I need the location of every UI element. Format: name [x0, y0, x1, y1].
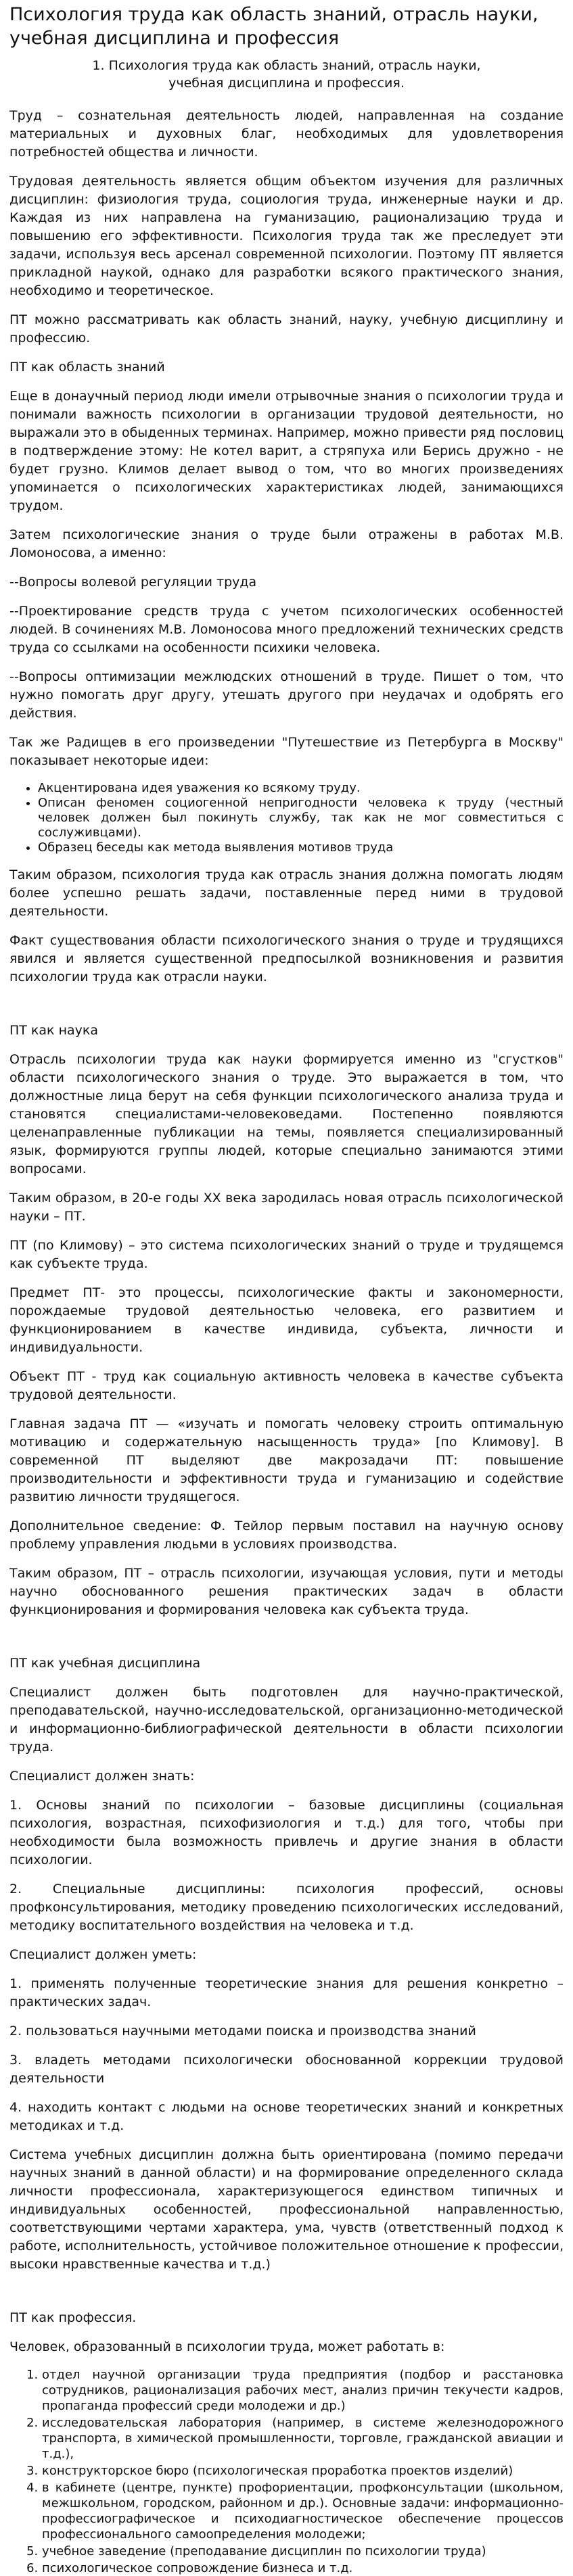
- paragraph: 1. применять полученные теоретические знания для решения конкретно – практических задач.: [9, 1976, 564, 2009]
- list-item: 3. конструкторское бюро (психологическая проработка проектов изделий): [42, 2463, 564, 2479]
- paragraph: 2. пользоваться научными методами поиска и производства знаний: [9, 2024, 476, 2038]
- paragraph: Факт существования области психологического знания о труде и трудящихся явился и является существенной предпосылкой возникновения и развития психологии труда как отрасли науки.: [9, 933, 564, 984]
- discipline-section: [9, 1654, 564, 2274]
- intro-section: [9, 107, 564, 348]
- paragraph: Труд – сознательная деятельность людей, направленная на создание материальных и духовных благ, необходимых для удовлетворения потребностей общества и личности.: [9, 108, 564, 160]
- paragraph: Специалист должен уметь:: [9, 1947, 197, 1962]
- paragraph: 2. Специальные дисциплины: психология профессий, основы профконсультирования, методику проведению психологических исследований, методику воспитательного воздействия на человека и т.д.: [9, 1882, 564, 1933]
- paragraph: Так же Радищев в его произведении "Путешествие из Петербурга в Москву" показывает некоторые идеи:: [9, 735, 564, 768]
- paragraph: Затем психологические знания о труде были отражены в работах М.В. Ломоносова, а именно:: [9, 527, 564, 560]
- paragraph: 4. находить контакт с людьми на основе теоретических знаний и конкретных методиках и т.д.: [9, 2100, 564, 2133]
- section-heading: ПТ как наука: [9, 1023, 98, 1038]
- paragraph: Объект ПТ - труд как социальную активность человека в качестве субъекта трудовой деятельности.: [9, 1369, 564, 1402]
- list-item: 4. в кабинете (центре, пункте) профориентации, профконсультации (школьном, межшкольном, городском, районном и др.). Основные задачи: информационно-профессиографическое и психодиагностическое обеспечение процессов профессионального самоопределения молодежи;: [42, 2480, 564, 2542]
- page-subtitle: 1. Психология труда как область знаний, отрасль науки, учебная дисциплина и профессия.: [92, 58, 481, 91]
- section-heading: ПТ как профессия.: [9, 2310, 137, 2325]
- list-item: • Акцентирована идея уважения ко всякому труду.: [38, 781, 564, 796]
- paragraph: Отрасль психологии труда как науки формируется именно из "сгустков" области психологического знания о труде. Это выражается в том, что должностные лица берут на себя функции психологического анализа труда и становятся специалистами-человековедами. Постепенно появляются целенаправленные публикации на темы, появляется специализированный язык, формируются группы людей, которые специально занимаются этими вопросами.: [9, 1052, 564, 1176]
- list-item: 5. учебное заведение (преподавание дисциплин по психологии труда): [42, 2544, 564, 2559]
- document: [0, 3, 573, 2576]
- paragraph: 3. владеть методами психологически обоснованной коррекции трудовой деятельности: [9, 2053, 564, 2086]
- section-gap: [9, 1630, 564, 1654]
- list-item: 2. исследовательская лаборатория (например, в системе железнодорожного транспорта, в химической промышленности, торговле, гражданской авиации и т.д.),: [42, 2415, 564, 2462]
- paragraph: Человек, образованный в психологии труда, может работать в:: [9, 2339, 445, 2354]
- paragraph: Трудовая деятельность является общим объектом изучения для различных дисциплин: физиология труда, социология труда, инженерные науки и др. Каждая из них направлена на гуманизацию, рационализацию труда и повышению его эффективности. Психология труда так же преследует эти задачи, используя весь арсенал современной психологии. Поэтому ПТ является прикладной наукой, однако для разработки всякого практического знания, необходимо и теоретическое.: [9, 174, 564, 298]
- list-item: • Образец беседы как метода выявления мотивов труда: [38, 840, 564, 855]
- paragraph: ПТ (по Климову) – это система психологических знаний о труде и трудящемся как субъекте труда.: [9, 1238, 564, 1271]
- paragraph: Еще в донаучный период люди имели отрывочные знания о психологии труда и понимали важность психологии в организации трудовой деятельности, но выражали это в обыденных терминах. Например, можно привести ряд пословиц в подтверждение этому: Не котел варит, а стряпуха или Берись дружно - не будет грузно. Климов делает вывод о том, что во многих произведениях упоминается о психологических характеристиках людей, занимающихся трудом.: [9, 389, 564, 513]
- paragraph: --Вопросы оптимизации межлюдских отношений в труде. Пишет о том, что нужно помогать друг другу, утешать другого при неудачах и одобрять его действия.: [9, 669, 564, 721]
- paragraph: Таким образом, психология труда как отрасль знания должна помогать людям более успешно решать задачи, поставленные перед ними в трудовой деятельности.: [9, 867, 564, 919]
- paragraph: Дополнительное сведение: Ф. Тейлор первым поставил на научную основу проблему управления людьми в условиях производства.: [9, 1519, 564, 1552]
- knowledge-section: [9, 358, 564, 986]
- bullet-list: [23, 781, 564, 855]
- paragraph: Система учебных дисциплин должна быть ориентирована (помимо передачи научных знаний в данной области) и на формирование определенного склада личности профессионала, характеризующегося единством типичных и индивидуальных особенностей, профессиональной направленностью, соответствующими чертами характера, ума, чувств (ответственный подход к работе, исполнительность, устойчивое положительное отношение к профессии, высоки нравственные качества и т.д.): [9, 2147, 564, 2272]
- paragraph: 1. Основы знаний по психологии – базовые дисциплины (социальная психология, возрастная, психофизиология и т.д.) для того, чтобы при необходимости была возможность привлечь и другие знания в области психологии.: [9, 1798, 564, 1867]
- profession-section: [9, 2309, 564, 2576]
- paragraph: Специалист должен быть подготовлен для научно-практической, преподавательской, научно-исследовательской, организационно-методической и информационно-библиографической деятельности в области психологии труда.: [9, 1685, 564, 1755]
- paragraph: Специалист должен знать:: [9, 1769, 195, 1784]
- list-item: 6. психологическое сопровождение бизнеса и т.д.: [42, 2560, 564, 2576]
- paragraph: Таким образом, в 20-е годы XX века зародилась новая отрасль психологической науки – ПТ.: [9, 1191, 564, 1224]
- paragraph: --Проектирование средств труда с учетом психологических особенностей людей. В сочинениях М.В. Ломоносова много предложений технических средств труда со ссылками на особенности психики человека.: [9, 604, 564, 655]
- section-heading: ПТ как учебная дисциплина: [9, 1656, 201, 1671]
- paragraph: Таким образом, ПТ – отрасль психологии, изучающая условия, пути и методы научно обоснованного решения практических задач в области функционирования и формирования человека как субъекта труда.: [9, 1566, 564, 1617]
- paragraph: Главная задача ПТ — «изучать и помогать человеку строить оптимальную мотивацию и содержательную насыщенность труда» [по Климову]. В современной ПТ выделяют две макрозадачи ПТ: повышение производительности и эффективности труда и гуманизацию и содействие развитию личности трудящегося.: [9, 1416, 564, 1504]
- section-gap: [9, 997, 564, 1022]
- list-item: 1. отдел научной организации труда предприятия (подбор и расстановка сотрудников, рационализация рабочих мест, анализ причин текучести кадров, пропаганда профессий среди молодежи и др.): [42, 2367, 564, 2414]
- science-section: [9, 1022, 564, 1619]
- paragraph: Предмет ПТ- это процессы, психологические факты и закономерности, порождаемые трудовой деятельностью человека, его развитием и функционированием в качестве индивида, субъекта, личности и индивидуальности.: [9, 1285, 564, 1355]
- paragraph: ПТ можно рассматривать как область знаний, науку, учебную дисциплину и профессию.: [9, 312, 564, 345]
- list-item: • Описан феномен социогенной непригодности человека к труду (честный человек должен был покинуть службу, так как не мог совместиться с сослуживцами).: [38, 796, 564, 840]
- page-title: Психология труда как область знаний, отрасль науки, учебная дисциплина и профессия: [9, 4, 538, 49]
- section-heading: ПТ как область знаний: [9, 360, 165, 375]
- section-gap: [9, 2285, 564, 2309]
- paragraph: --Вопросы волевой регуляции труда: [9, 575, 257, 590]
